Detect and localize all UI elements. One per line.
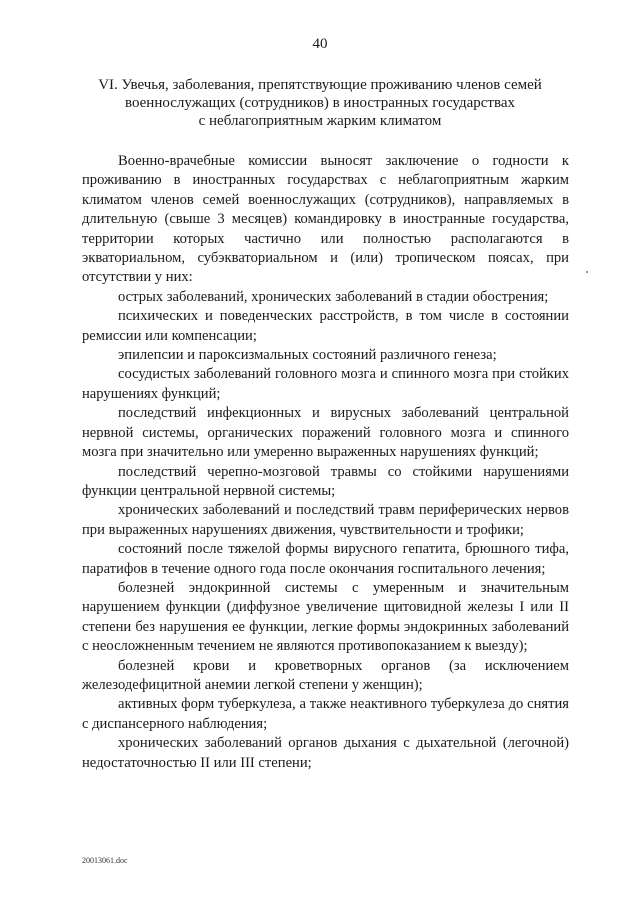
list-item: острых заболеваний, хронических заболеваний в стадии обострения; — [118, 288, 549, 305]
heading-line: с неблагоприятным жарким климатом — [198, 113, 442, 129]
section-heading — [60, 76, 580, 130]
page-number: 40 — [312, 36, 328, 52]
heading-line: VI. Увечья, заболевания, препятствующие проживанию членов семей — [98, 77, 542, 93]
list-item: хронических заболеваний и последствий травм периферических нервов при выраженных нарушениях движения, чувствительности и трофики; — [82, 502, 569, 538]
list-item: эпилепсии и пароксизмальных состояний различного генеза; — [118, 347, 497, 364]
document-body — [82, 152, 569, 773]
list-item: психических и поведенческих расстройств, в том числе в состоянии ремиссии или компенсации; — [82, 308, 569, 344]
list-item: болезней крови и кроветворных органов (за исключением железодефицитной анемии легкой степени у женщин); — [82, 657, 569, 693]
list-item: состояний после тяжелой формы вирусного гепатита, брюшного тифа, паратифов в течение одного года после окончания госпитального лечения; — [82, 541, 569, 577]
list-item: активных форм туберкулеза, а также неактивного туберкулеза до снятия с диспансерного наблюдения; — [82, 696, 569, 732]
scan-speck — [586, 271, 588, 273]
list-item: болезней эндокринной системы с умеренным и значительным нарушением функции (диффузное увеличение щитовидной железы I или II степени без нарушения ее функции, легкие формы эндокринных заболеваний с неосложненным течением не являются противопоказанием к выезду); — [82, 579, 569, 655]
list-item: последствий инфекционных и вирусных заболеваний центральной нервной системы, органических поражений головного мозга и спинного мозга при значительно или умеренно выраженных нарушениях функций; — [82, 405, 569, 461]
list-item: последствий черепно-мозговой травмы со стойкими нарушениями функции центральной нервной системы; — [82, 463, 569, 499]
intro-paragraph: Военно-врачебные комиссии выносят заключение о годности к проживанию в иностранных государствах с неблагоприятным жарким климатом членов семей военнослужащих (сотрудников), направляемых в длительную (свыше 3 месяцев) командировку в иностранные государства, территории которых частично или полностью располагаются в экваториальном, субэкваториальном и (или) тропическом поясах, при отсутствии у них: — [82, 153, 569, 286]
heading-line: военнослужащих (сотрудников) в иностранных государствах — [124, 95, 516, 111]
list-item: хронических заболеваний органов дыхания с дыхательной (легочной) недостаточностью II или III степени; — [82, 735, 569, 771]
footer-document-id: 20013061.doc — [82, 856, 128, 865]
list-item: сосудистых заболеваний головного мозга и спинного мозга при стойких нарушениях функций; — [82, 366, 569, 402]
